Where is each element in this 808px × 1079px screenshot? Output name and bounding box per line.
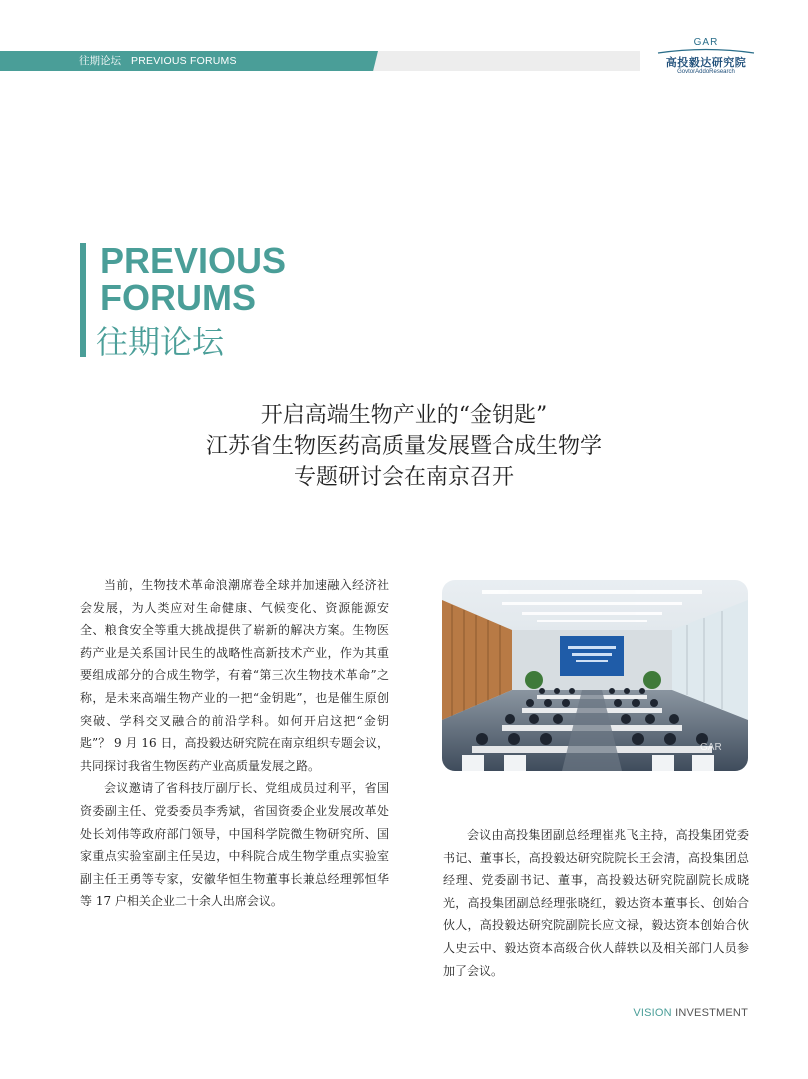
svg-text:GAR: GAR: [700, 742, 722, 753]
section-title-en-line1: PREVIOUS: [100, 240, 287, 281]
gar-logo: [654, 37, 758, 79]
logo-abbr: GAR: [693, 37, 719, 48]
article-left-column: [80, 574, 389, 913]
logo-name-cn: 高投毅达研究院: [665, 56, 747, 69]
section-title-en: [100, 242, 286, 316]
footer-investment: INVESTMENT: [675, 1007, 748, 1019]
section-title-en-line2: FORUMS: [100, 277, 256, 318]
article-title: [100, 400, 708, 493]
article-paragraph-2: 会议邀请了省科技厅副厅长、党组成员过利平，省国资委副主任、党委委员李秀斌，省国资委企业发展改革处处长刘伟等政府部门领导，中国科学院微生物研究所、国家重点实验室副主任吴边，中科院合成生物学重点实验室副主任王勇等专家，安徽华恒生物董事长兼总经理郭恒华等 17 户相关企业二十余人出席会议。: [80, 781, 389, 909]
article-paragraph-3: 会议由高投集团副总经理崔兆飞主持，高投集团党委书记、董事长，高投毅达研究院院长王会清，高投集团总经理、党委副书记、董事，高投毅达研究院副院长成晓光，高投集团副总经理张晓红，毅达资本董事长、创始合伙人，高投毅达研究院副院长应文禄，毅达资本创始合伙人史云中、毅达资本高级合伙人薛轶以及相关部门人员参加了会议。: [443, 828, 749, 978]
section-title-bar: [80, 243, 86, 357]
header-section-cn: 往期论坛: [79, 55, 121, 67]
logo-name-en: GovtorAddoResearch: [677, 69, 735, 75]
header-section-en: PREVIOUS FORUMS: [131, 55, 237, 67]
article-title-line2: 江苏省生物医药高质量发展暨合成生物学: [205, 434, 602, 459]
article-right-column: [443, 824, 749, 982]
section-title-cn: 往期论坛: [96, 323, 225, 361]
article-title-line1: 开启高端生物产业的“金钥匙”: [260, 403, 548, 428]
article-title-line3: 专题研讨会在南京召开: [293, 465, 514, 490]
footer-vision: VISION: [633, 1007, 672, 1019]
footer-tagline: [500, 1007, 748, 1019]
conference-hall-image: [442, 580, 748, 771]
article-paragraph-1: 当前，生物技术革命浪潮席卷全球并加速融入经济社会发展，为人类应对生命健康、气候变化、资源能源安全、粮食安全等重大挑战提供了崭新的解决方案。生物医药产业是关系国计民生的战略性高新技术产业，作为其重要组成部分的合成生物学，有着“第三次生物技术革命”之称，是未来高端生物产业的一把“金钥匙”，也是催生原创突破、学科交叉融合的前沿学科。如何开启这把“金钥匙”？ 9 月 16 日，高投毅达研究院在南京组织专题会议，共同探讨我省生物医药产业高质量发展之路。: [80, 578, 389, 773]
conference-photo: [442, 580, 748, 771]
header-section-label: [79, 54, 237, 68]
